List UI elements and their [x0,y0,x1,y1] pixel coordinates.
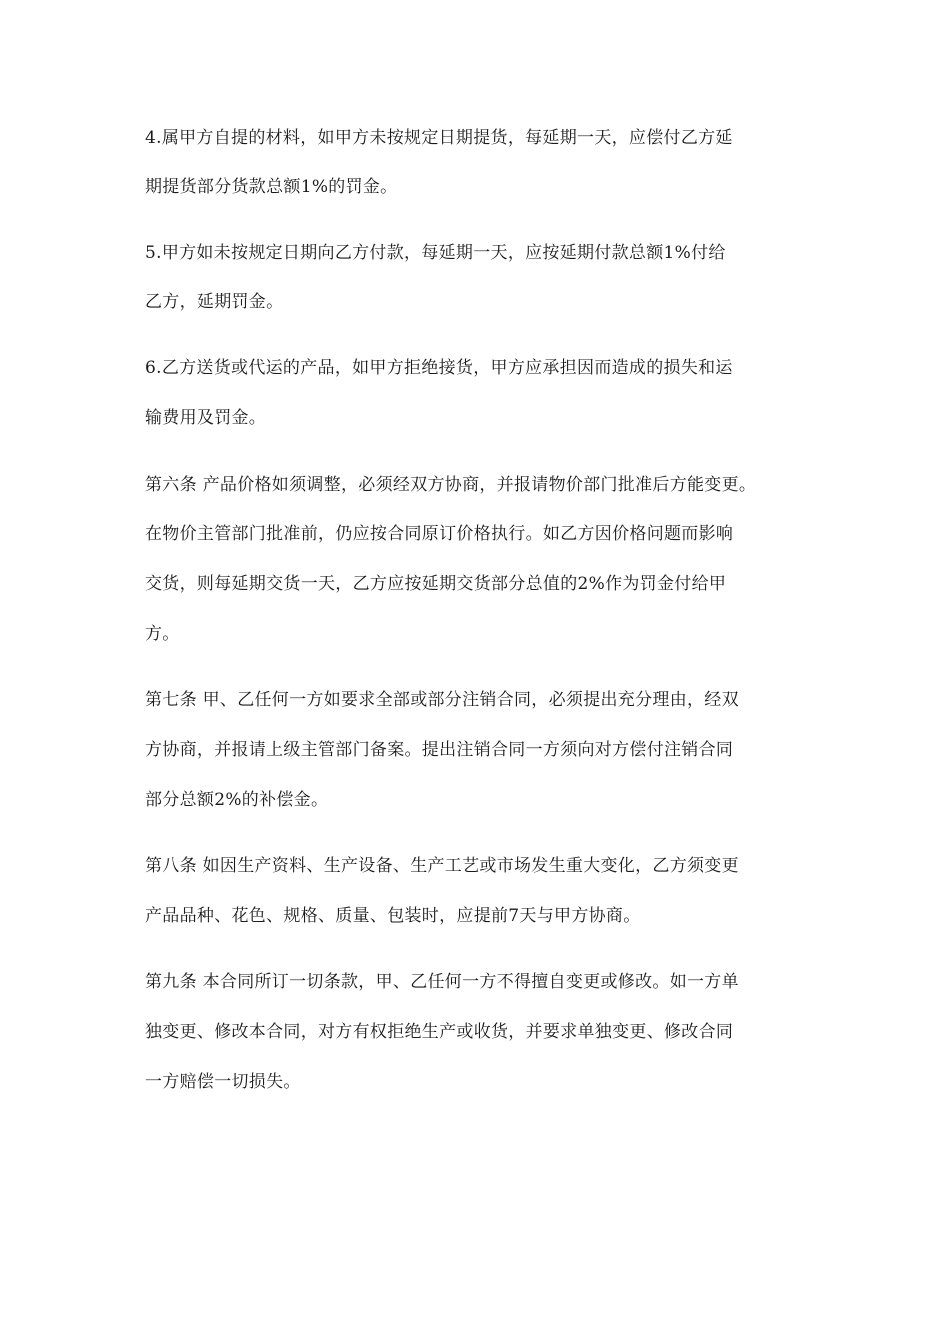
article-6-line-4: 方。 [145,624,180,644]
article-8-line-1: 第八条 如因生产资料、生产设备、生产工艺或市场发生重大变化，乙方须变更 [145,856,739,876]
article-6-line-2: 在物价主管部门批准前，仍应按合同原订价格执行。如乙方因价格问题而影响 [145,524,734,544]
article-7-line-2: 方协商，并报请上级主管部门备案。提出注销合同一方须向对方偿付注销合同 [145,740,734,760]
clause-5-line-2: 乙方，延期罚金。 [145,292,284,312]
clause-4-line-2: 期提货部分货款总额1%的罚金。 [145,177,398,197]
clause-6-line-1: 6.乙方送货或代运的产品，如甲方拒绝接货，甲方应承担因而造成的损失和运 [145,358,733,378]
clause-6-line-2: 输费用及罚金。 [145,408,267,428]
article-6-line-1: 第六条 产品价格如须调整，必须经双方协商，并报请物价部门批准后方能变更。 [145,475,757,495]
article-7-line-3: 部分总额2%的补偿金。 [145,790,329,810]
article-6-line-3: 交货，则每延期交货一天，乙方应按延期交货部分总值的2%作为罚金付给甲 [145,574,727,594]
article-8-line-2: 产品品种、花色、规格、质量、包装时，应提前7天与甲方协商。 [145,906,641,926]
article-7-line-1: 第七条 甲、乙任何一方如要求全部或部分注销合同，必须提出充分理由，经双 [145,690,739,710]
clause-5-line-1: 5.甲方如未按规定日期向乙方付款，每延期一天，应按延期付款总额1%付给 [145,243,726,263]
article-9-line-3: 一方赔偿一切损失。 [145,1072,301,1092]
article-9-line-2: 独变更、修改本合同，对方有权拒绝生产或收货，并要求单独变更、修改合同 [145,1022,734,1042]
article-9-line-1: 第九条 本合同所订一切条款，甲、乙任何一方不得擅自变更或修改。如一方单 [145,972,739,992]
clause-4-line-1: 4.属甲方自提的材料，如甲方未按规定日期提货，每延期一天，应偿付乙方延 [145,128,733,148]
